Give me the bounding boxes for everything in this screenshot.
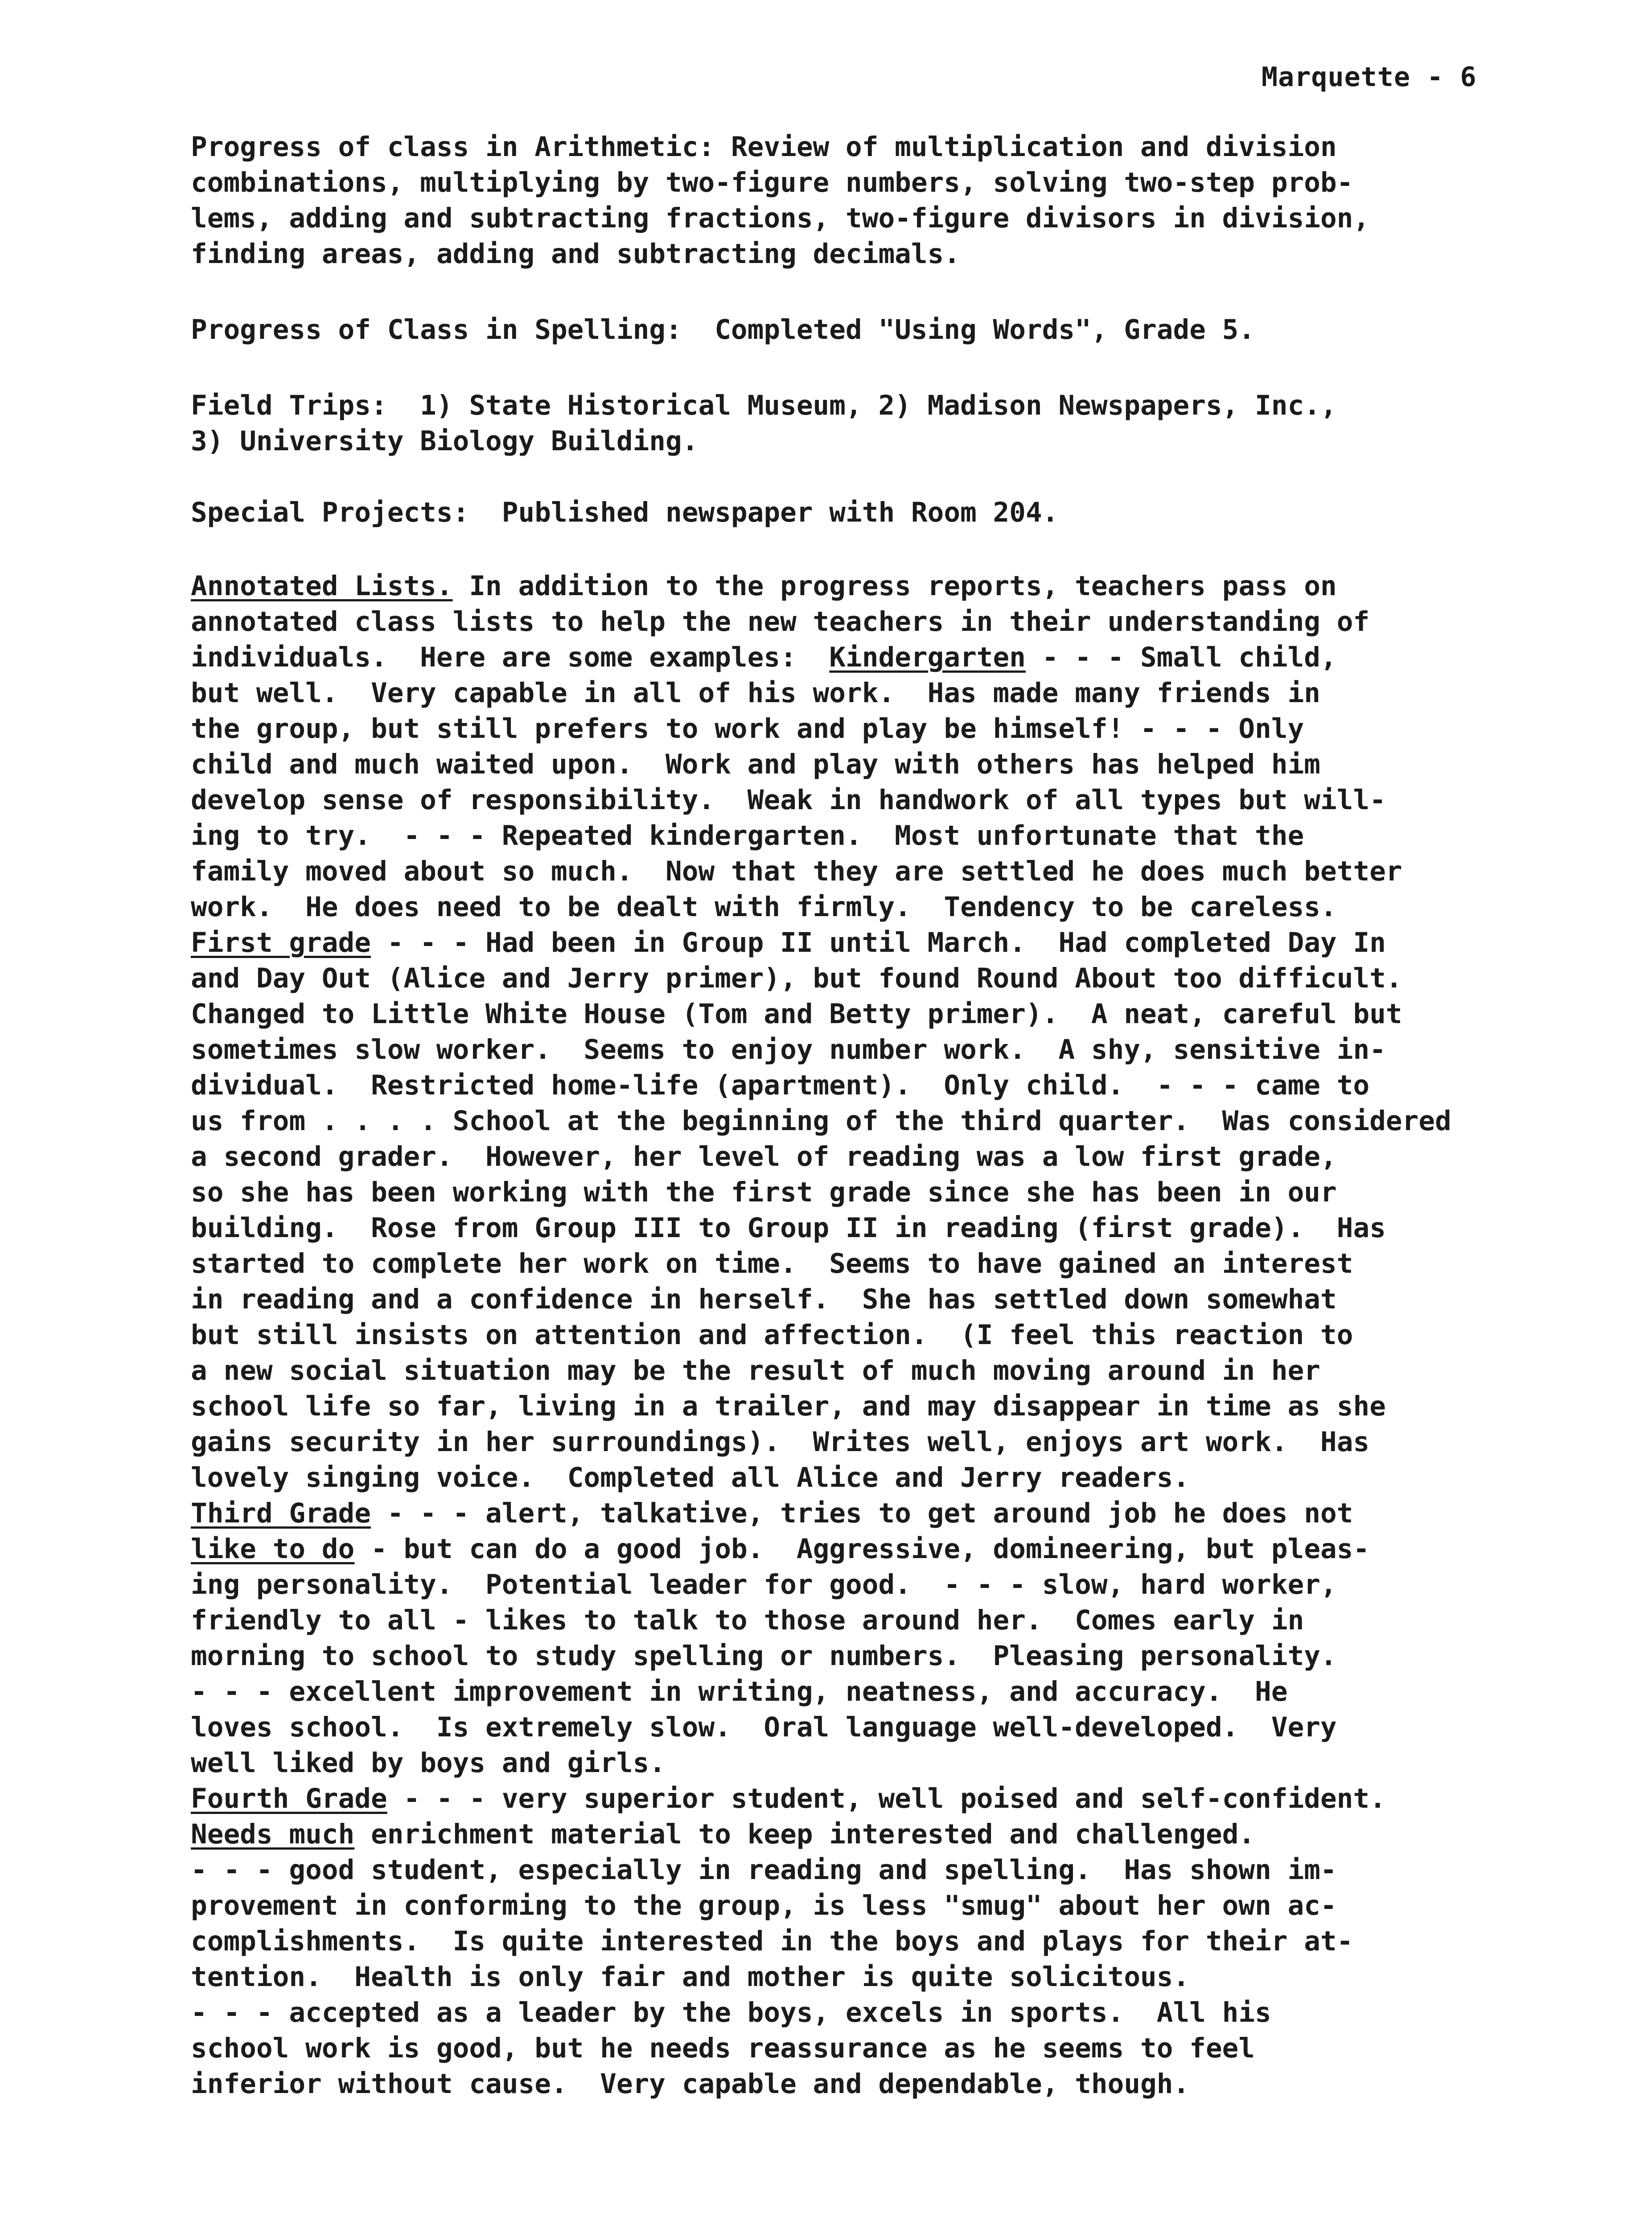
text-line: individuals. Here are some examples: Kindergarten - - - Small child, (191, 642, 1337, 673)
annotated-lists-paragraph (191, 568, 1550, 2102)
text-line: Third Grade - - - alert, talkative, tries to get around job he does not (191, 1497, 1353, 1529)
text-line: but still insists on attention and affection. (I feel this reaction to (191, 1319, 1353, 1351)
text-line: - - - good student, especially in reading and spelling. Has shown im- (191, 1854, 1337, 1886)
arithmetic-paragraph (191, 129, 1550, 272)
text-line: Changed to Little White House (Tom and Betty primer). A neat, careful but (191, 998, 1402, 1030)
text-line: school life so far, living in a trailer, and may disappear in time as she (191, 1390, 1386, 1422)
text-line: morning to school to study spelling or numbers. Pleasing personality. (191, 1640, 1337, 1672)
text-line: friendly to all - likes to talk to those around her. Comes early in (191, 1604, 1304, 1636)
text-line: school work is good, but he needs reassurance as he seems to feel (191, 2032, 1255, 2064)
third-grade-heading: Third Grade (191, 1497, 371, 1529)
text-line: develop sense of responsibility. Weak in handwork of all types but will- (191, 784, 1386, 816)
text-line: Fourth Grade - - - very superior student, well poised and self-confident. (191, 1783, 1386, 1814)
text-line: lovely singing voice. Completed all Alice and Jerry readers. (191, 1462, 1190, 1493)
annotated-lists-heading: Annotated Lists. (191, 570, 453, 602)
text-line: the group, but still prefers to work and play be himself! - - - Only (191, 713, 1304, 744)
text-line: Special Projects: Published newspaper with Room 204. (191, 497, 1059, 528)
text-line: like to do - but can do a good job. Aggressive, domineering, but pleas- (191, 1533, 1370, 1565)
text-line: work. He does need to be dealt with firmly. Tendency to be careless. (191, 891, 1337, 923)
fourth-grade-heading: Fourth Grade (191, 1783, 387, 1814)
text-line: family moved about so much. Now that they are settled he does much better (191, 855, 1402, 887)
text-line: but well. Very capable in all of his work. Has made many friends in (191, 677, 1321, 709)
text-line: provement in conforming to the group, is less "smug" about her own ac- (191, 1890, 1337, 1921)
text-line: us from . . . . School at the beginning of the third quarter. Was considered (191, 1105, 1451, 1137)
first-grade-heading: First grade (191, 927, 371, 958)
text-line: lems, adding and subtracting fractions, two-figure divisors in division, (191, 202, 1370, 234)
text-line: finding areas, adding and subtracting decimals. (191, 238, 961, 270)
text-line: Progress of Class in Spelling: Completed "Using Words", Grade 5. (191, 314, 1255, 345)
text-line: dividual. Restricted home-life (apartment). Only child. - - - came to (191, 1069, 1370, 1101)
text-line: First grade - - - Had been in Group II until March. Had completed Day In (191, 927, 1386, 958)
text-line: and Day Out (Alice and Jerry primer), but found Round About too difficult. (191, 962, 1402, 994)
text-line: well liked by boys and girls. (191, 1747, 666, 1779)
text-line: annotated class lists to help the new teachers in their understanding of (191, 606, 1370, 637)
text-line: in reading and a confidence in herself. She has settled down somewhat (191, 1283, 1337, 1315)
text-line: ing to try. - - - Repeated kindergarten. Most unfortunate that the (191, 820, 1304, 851)
field-trips-paragraph (191, 388, 1550, 459)
text-line: started to complete her work on time. Seems to have gained an interest (191, 1248, 1353, 1279)
text-line: child and much waited upon. Work and play with others has helped him (191, 748, 1321, 780)
text-line: inferior without cause. Very capable and dependable, though. (191, 2068, 1190, 2100)
text-line: sometimes slow worker. Seems to enjoy number work. A shy, sensitive in- (191, 1034, 1386, 1065)
text-line: combinations, multiplying by two-figure numbers, solving two-step prob- (191, 167, 1353, 198)
page-header: Marquette - 6 (1262, 62, 1477, 93)
needs-much-phrase: Needs much (191, 1818, 355, 1850)
kindergarten-heading: Kindergarten (829, 642, 1026, 673)
text-line: 3) University Biology Building. (191, 425, 699, 457)
like-to-do-phrase: like to do (191, 1533, 355, 1565)
text-line: gains security in her surroundings). Writes well, enjoys art work. Has (191, 1426, 1370, 1458)
text-line: a second grader. However, her level of reading was a low first grade, (191, 1141, 1337, 1172)
text-line: Field Trips: 1) State Historical Museum, 2) Madison Newspapers, Inc., (191, 390, 1337, 421)
text-line: Progress of class in Arithmetic: Review of multiplication and division (191, 131, 1337, 163)
text-line: loves school. Is extremely slow. Oral language well-developed. Very (191, 1711, 1337, 1743)
text-line: - - - accepted as a leader by the boys, excels in sports. All his (191, 1997, 1271, 2028)
text-line: complishments. Is quite interested in the boys and plays for their at- (191, 1925, 1353, 1957)
text-line: ing personality. Potential leader for good. - - - slow, hard worker, (191, 1569, 1337, 1600)
special-projects-paragraph (191, 495, 1550, 531)
text-line: building. Rose from Group III to Group II in reading (first grade). Has (191, 1212, 1386, 1244)
text-line: - - - excellent improvement in writing, neatness, and accuracy. He (191, 1676, 1288, 1707)
text-line: Annotated Lists. In addition to the progress reports, teachers pass on (191, 570, 1337, 602)
text-line: tention. Health is only fair and mother is quite solicitous. (191, 1961, 1190, 1993)
spelling-paragraph (191, 312, 1550, 348)
text-line: Needs much enrichment material to keep interested and challenged. (191, 1818, 1255, 1850)
text-line: a new social situation may be the result of much moving around in her (191, 1355, 1321, 1386)
text-line: so she has been working with the first grade since she has been in our (191, 1176, 1337, 1208)
